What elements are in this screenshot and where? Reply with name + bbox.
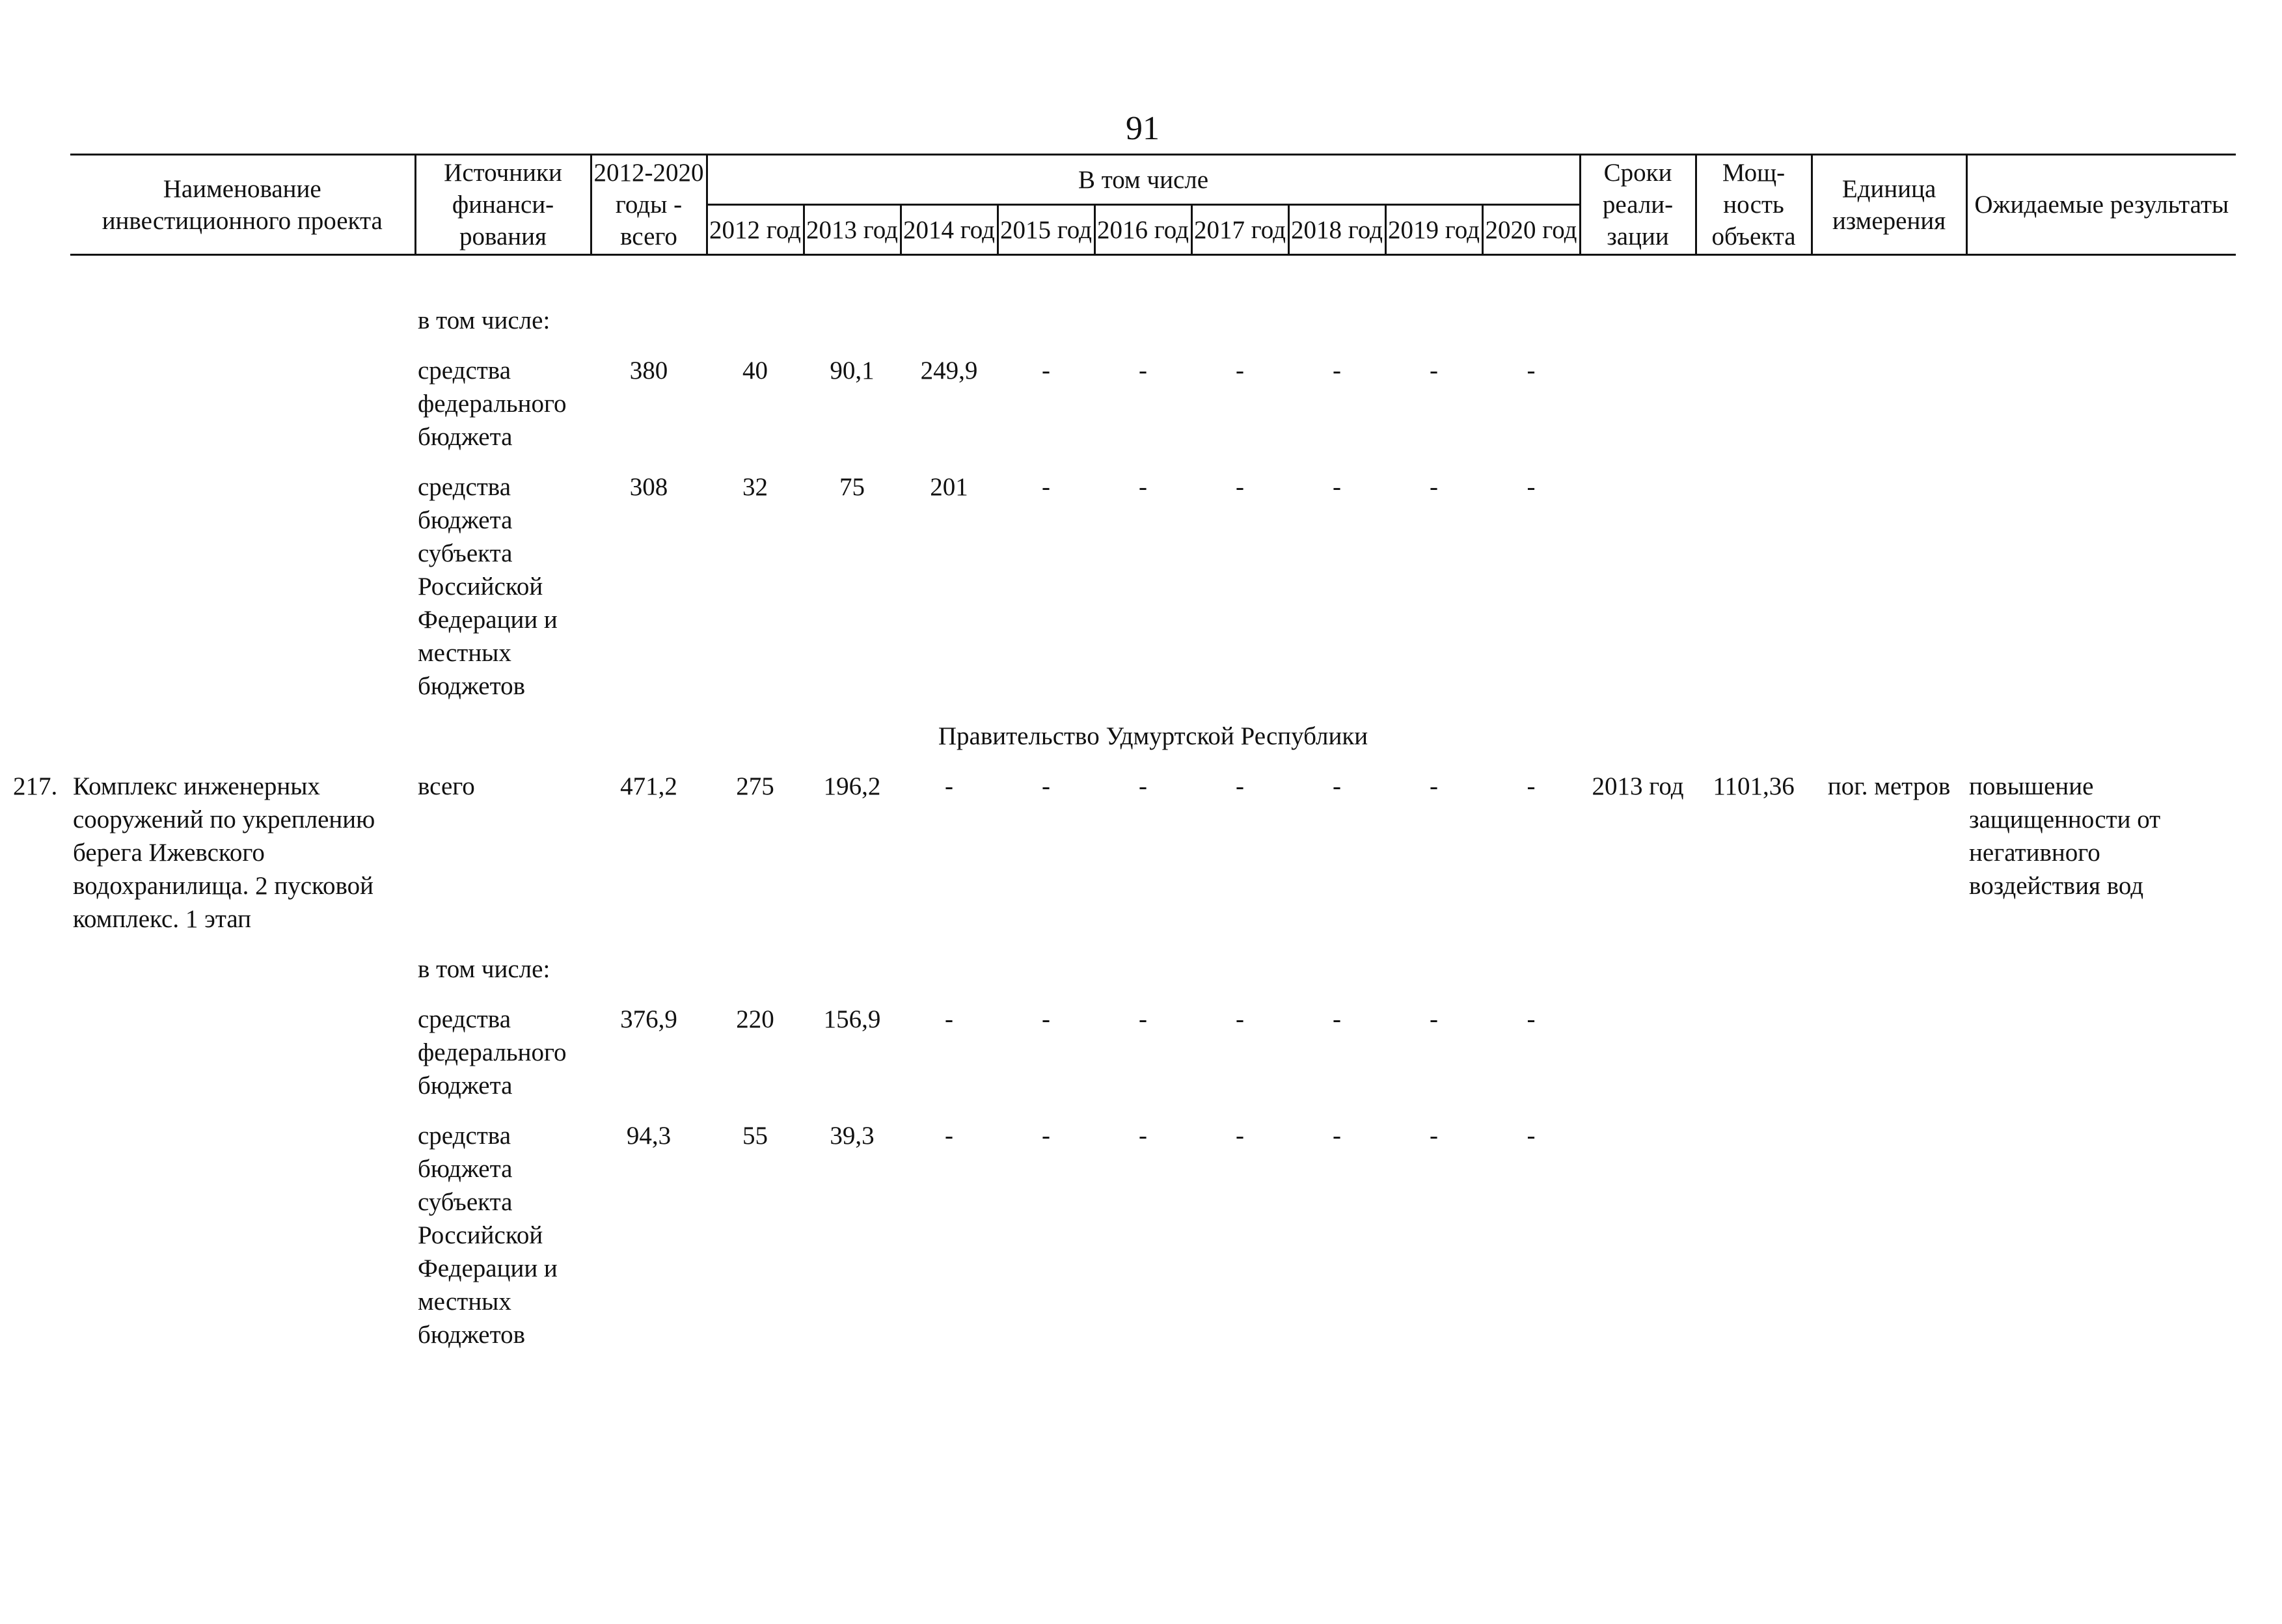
table-row (70, 470, 2236, 720)
year-cell: 75 (839, 473, 865, 501)
year-cell: - (1042, 1122, 1050, 1150)
page-number: 91 (1126, 110, 1160, 147)
year-cell: - (1527, 772, 1536, 800)
year-cell: - (1236, 1005, 1244, 1033)
year-cell: 201 (930, 473, 968, 501)
including-label: в том числе: (418, 955, 550, 983)
year-cell: - (1236, 772, 1244, 800)
total-cell: 308 (629, 473, 668, 501)
header-year: 2012 год (707, 205, 804, 255)
year-cell: - (1139, 473, 1147, 501)
year-cell: - (1333, 473, 1341, 501)
year-cell: 32 (742, 473, 768, 501)
header-year: 2017 год (1191, 205, 1288, 255)
header-sources: Источники финанси-рования (415, 155, 591, 255)
including-label: в том числе: (418, 306, 550, 334)
table-row (70, 953, 2236, 1003)
year-cell: - (1527, 473, 1536, 501)
year-cell: - (1333, 357, 1341, 385)
year-cell: 196,2 (823, 772, 881, 800)
table-row (70, 1119, 2236, 1368)
year-cell: - (1042, 473, 1050, 501)
total-cell: 94,3 (626, 1122, 672, 1150)
header-year: 2014 год (901, 205, 998, 255)
results-cell: повышение защищенности от негативного воздействия вод (1969, 772, 2161, 900)
year-cell: - (1430, 473, 1438, 501)
year-cell: - (1236, 473, 1244, 501)
table-row (70, 304, 2236, 354)
year-cell: - (1430, 1122, 1438, 1150)
header-year: 2016 год (1094, 205, 1191, 255)
source-cell: средства бюджета субъекта Российской Федерации и местных бюджетов (418, 473, 558, 700)
year-cell: - (1139, 1005, 1147, 1033)
total-cell: 376,9 (620, 1005, 677, 1033)
year-cell: - (1236, 1122, 1244, 1150)
year-cell: - (1430, 772, 1438, 800)
project-cell (13, 770, 415, 953)
year-cell: 220 (736, 1005, 774, 1033)
table-header (70, 155, 2236, 255)
header-capacity: Мощ-ность объекта (1696, 155, 1812, 255)
year-cell: - (1236, 357, 1244, 385)
year-cell: 55 (742, 1122, 768, 1150)
table-row (70, 770, 2236, 953)
year-cell: 90,1 (830, 357, 875, 385)
header-year: 2020 год (1482, 205, 1580, 255)
year-cell: - (1527, 1122, 1536, 1150)
header-results: Ожидаемые результаты (1966, 155, 2236, 255)
source-cell: средства федерального бюджета (418, 357, 567, 451)
header-year: 2013 год (804, 205, 901, 255)
table-row (70, 1003, 2236, 1119)
investment-table (13, 154, 2236, 1368)
terms-cell: 2013 год (1592, 772, 1684, 800)
header-year: 2015 год (998, 205, 1094, 255)
year-cell: 40 (742, 357, 768, 385)
year-cell: - (1333, 772, 1341, 800)
year-cell: 275 (736, 772, 774, 800)
year-cell: - (1042, 1005, 1050, 1033)
year-cell: - (1139, 1122, 1147, 1150)
header-name: Наименование инвестиционного проекта (70, 155, 415, 255)
year-cell: - (1139, 772, 1147, 800)
organization-heading: Правительство Удмуртской Республики (938, 722, 1368, 750)
capacity-cell: 1101,36 (1713, 772, 1795, 800)
source-cell: всего (418, 772, 475, 800)
unit-cell: пог. метров (1827, 772, 1951, 800)
header-total: 2012-2020 годы - всего (591, 155, 707, 255)
year-cell: - (945, 1005, 953, 1033)
project-number: 217. (13, 772, 58, 800)
year-cell: - (1333, 1122, 1341, 1150)
year-cell: - (1430, 1005, 1438, 1033)
table-row (70, 720, 2236, 770)
year-cell: - (1527, 1005, 1536, 1033)
year-cell: 249,9 (920, 357, 978, 385)
source-cell: средства федерального бюджета (418, 1005, 567, 1100)
year-cell: - (1042, 357, 1050, 385)
header-year: 2018 год (1288, 205, 1385, 255)
year-cell: - (1333, 1005, 1341, 1033)
year-cell: 156,9 (823, 1005, 881, 1033)
source-cell: средства бюджета субъекта Российской Федерации и местных бюджетов (418, 1122, 558, 1349)
header-unit: Единица измерения (1812, 155, 1966, 255)
year-cell: 39,3 (830, 1122, 875, 1150)
year-cell: - (1527, 357, 1536, 385)
total-cell: 471,2 (620, 772, 677, 800)
year-cell: - (945, 772, 953, 800)
year-cell: - (945, 1122, 953, 1150)
project-name: Комплекс инженерных сооружений по укреплению берега Ижевского водохранилища. 2 пусковой комплекс. 1 этап (73, 772, 375, 933)
year-cell: - (1139, 357, 1147, 385)
year-cell: - (1430, 357, 1438, 385)
header-terms: Сроки реали-зации (1580, 155, 1696, 255)
year-cell: - (1042, 772, 1050, 800)
header-including: В том числе (707, 155, 1580, 205)
header-year: 2019 год (1385, 205, 1482, 255)
table-row (70, 354, 2236, 470)
total-cell: 380 (629, 357, 668, 385)
